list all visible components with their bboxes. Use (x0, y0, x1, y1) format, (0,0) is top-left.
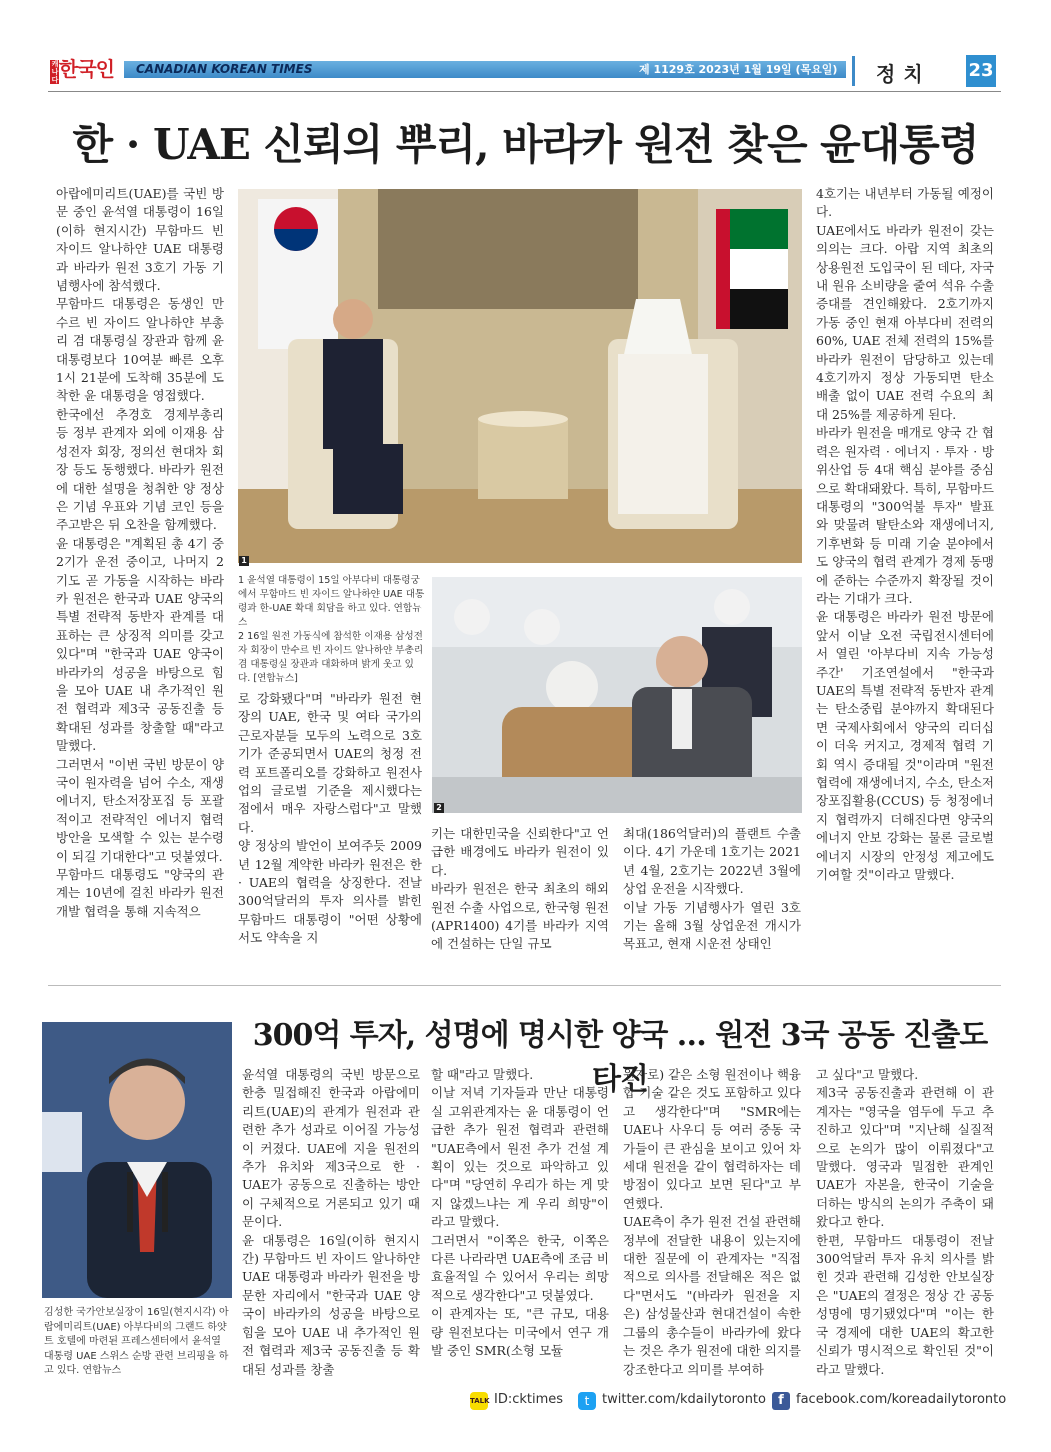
page-number: 23 (966, 55, 996, 87)
paper-name: CANADIAN KOREAN TIMES (136, 62, 313, 76)
summit-photo-illustration (238, 189, 802, 563)
article1-column-1: 아랍에미리트(UAE)를 국빈 방문 중인 윤석열 대통령이 16일(이하 현지시간) 무함마드 빈 자이드 알나하얀 UAE 대통령과 바라카 원전 3호기 가동 기념행사에 참석했다. 무함마드 대통령은 동생인 만수르 빈 자이드 알나하얀 부총리 겸 대통령실 장관과 함께 윤 대통령보다 10여분 빠른 오후 1시 21분에 도착해 35분에 도착한 윤 대통령을 영접했다. 한국에선 추경호 경제부총리 등 정부 관계자 외에 이재용 삼성전자 회장, 정의선 현대차 회장 등도 동행했다. 바라카 원전에 대한 설명을 청취한 양 정상은 기념 우표와 기념 코인 등을 주고받은 뒤 오찬을 함께했다. 윤 대통령은 "계획된 총 4기 중 2기가 운전 중이고, 나머지 2기도 곧 가동을 시작하는 바라카 원전은 한국과 UAE 양국의 특별 전략적 동반자 관계를 대표하는 큰 상징적 의미를 갖고 있다"며 "한국과 UAE 양국이 바라카의 성공을 바탕으로 힘을 모아 UAE 내 추가적인 원전 협력과 제3국 공동진출 등 확대된 성과를 창출할 때"라고 말했다. 그러면서 "이번 국빈 방문이 양국이 원자력을 넘어 수소, 재생에너지, 탄소저장포집 등 포괄적이고 전략적인 에너지 협력 방안을 모색할 수 있는 분수령이 되길 기대한다"고 덧붙였다. 무함마드 대통령도 "양국의 관계는 10년에 걸친 바라카 원전 개발 협력을 통해 지속적으 (56, 186, 224, 919)
issue-date: 제 1129호 2023년 1월 19일 (목요일) (639, 63, 838, 76)
photo2-number: 2 (434, 803, 444, 813)
article1-column-5: 4호기는 내년부터 가동될 예정이다. UAE에서도 바라카 원전이 갖는 의의는 크다. 아랍 지역 최초의 상용원전 도입국이 된 데다, 자국 내 원유 소비량을 줄여 석유 수출 증대를 견인해왔다. 2호기까지 가동 중인 현재 아부다비 전력의 60%, UAE 전체 전력의 15%를 바라카 원전이 담당하고 있는데 4호기까지 정상 가동되면 탄소 배출 없이 UAE 전력 수요의 최대 25%를 제공하게 된다. 바라카 원전을 매개로 양국 간 협력은 원자력 · 에너지 · 투자 · 방위산업 등 4대 핵심 분야를 중심으로 확대돼왔다. 특히, 무함마드 대통령의 "300억불 투자" 발표와 맞물려 탈탄소와 재생에너지, 기후변화 등 미래 기술 분야에서도 양국의 협력 관계가 경제 동맹에 준하는 수준까지 확장될 것이라는 기대가 크다. 윤 대통령은 바라카 원전 방문에 앞서 이날 오전 국립전시센터에서 열린 '아부다비 지속 가능성 주간' 기조연설에서 "한국과 UAE의 특별 전략적 동반자 관계는 탄소중립 분야까지 확대된다면 국제사회에서 양국의 리더십이 더욱 커지고, 경제적 협력 기회 역시 증대될 것"이라며 "원전 협력에 재생에너지, 수소, 탄소저장포집활용(CCUS) 등 청정에너지 협력까지 더해진다면 양국의 에너지 안보 강화는 물론 글로벌 에너지 시장의 안정성 제고에도 기여할 것"이라고 말했다. (816, 186, 994, 883)
briefing-photo-illustration (42, 1022, 232, 1298)
masthead-bar (124, 61, 846, 78)
kakaotalk-icon: TALK (470, 1392, 488, 1410)
article1-headline: 한 · UAE 신뢰의 뿌리, 바라카 원전 찾은 윤대통령 (72, 120, 979, 169)
summit-photo (238, 189, 802, 563)
article2-column-3: 원자로) 같은 소형 원전이나 핵융합 기술 같은 것도 포함하고 있다고 생각한다"며 "SMR에는 UAE나 사우디 등 여러 중동 국가들이 큰 관심을 보이고 있어 차세대 원전을 같이 협력하자는 데 방점이 있다고 보면 된다"고 부연했다. UAE측이 추가 원전 건설 관련해 정부에 전달한 내용이 있는지에 대한 질문에 이 관계자는 "직접적으로 의사를 전달해온 적은 없다"면서도 "(바라카 원전을 지은) 삼성물산과 현대건설이 속한 그룹의 총수들이 바라카에 왔다는 것은 추가 원전에 대한 의지를 강조한다고 의미를 부여하 (623, 1067, 801, 1377)
ceremony-photo (432, 577, 802, 813)
photo1-number: 1 (239, 556, 249, 566)
header-divider (852, 56, 855, 86)
article1-column-4: 최대(186억달러)의 플랜트 수출이다. 4기 가운데 1호기는 2021년 4월, 2호기는 2022년 3월에 상업 운전을 시작했다. 이날 가동 기념행사가 열린 3호기는 올해 3월 상업운전 개시가 목표고, 현재 시운전 상태인 (623, 826, 801, 952)
article2-column-1: 윤석열 대통령의 국빈 방문으로 한층 밀접해진 한국과 아랍에미리트(UAE)의 관계가 원전과 관련한 추가 성과로 이어질 가능성이 커졌다. UAE에 지을 원전의 추가 유치와 제3국으로 한 · UAE가 공동으로 진출하는 방안이 구체적으로 거론되고 있기 때문이다. 윤 대통령은 16일(이하 현지시간) 무함마드 빈 자이드 알나하얀 UAE 대통령과 바라카 원전을 방문한 자리에서 "한국과 UAE 양국이 바라카의 성공을 바탕으로 힘을 모아 UAE 내 추가적인 원전 협력과 제3국 공동진출 등 확대된 성과를 창출 (242, 1067, 420, 1377)
facebook-link[interactable]: facebook.com/koreadailytoronto (796, 1392, 1007, 1407)
kakao-id-link[interactable]: ID:cktimes (494, 1392, 564, 1407)
article-divider (48, 985, 1001, 986)
article2-column-2: 할 때"라고 말했다. 이날 저녁 기자들과 만난 대통령실 고위관계자는 윤 대통령이 언급한 추가 원전 협력과 관련해 "UAE측에서 원전 추가 건설 계획이 있는 것으로 파악하고 있다"며 "당연히 우리가 하는 게 맞지 않겠느냐는 게 우리 희망"이라고 말했다. 그러면서 "이쪽은 한국, 이쪽은 다른 나라라면 UAE측에 조금 비효율적일 수 있어서 우리는 희망적으로 생각한다"고 덧붙였다. 이 관계자는 또, "큰 규모, 대용량 원전보다는 미국에서 연구 개발 중인 SMR(소형 모듈 (431, 1067, 609, 1359)
twitter-link[interactable]: twitter.com/kdailytoronto (602, 1392, 766, 1407)
article1-column-3: 키는 대한민국을 신뢰한다"고 언급한 배경에도 바라카 원전이 있다. 바라카 원전은 한국 최초의 해외 원전 수출 사업으로, 한국형 원전(APR1400) 4기를 바라카 지역에 건설하는 단일 규모 (431, 826, 609, 952)
header-rule (48, 91, 1001, 92)
briefing-photo (42, 1022, 232, 1298)
article2-column-4: 고 싶다"고 말했다. 제3국 공동진출과 관련해 이 관계자는 "영국을 염두에 두고 추진하고 있다"며 "지난해 실질적으로 논의가 많이 이뤄졌다"고 말했다. 영국과 밀접한 관계인 UAE가 자본을, 한국이 기술을 더하는 방식의 논의가 주축이 돼왔다고 한다. 한편, 무함마드 대통령이 전날 300억달러 투자 유치 의사를 밝힌 것과 관련해 김성한 안보실장은 "UAE의 결정은 정상 간 공동 성명에 명기됐었다"며 "이는 한국 경제에 대한 UAE의 확고한 신뢰가 명시적으로 확인된 것"이라고 말했다. (816, 1067, 994, 1377)
facebook-icon: f (772, 1392, 790, 1410)
logo-text: 한국인 (59, 57, 114, 81)
photo-captions: 1 윤석열 대통령이 15일 아부다비 대통령궁에서 무함마드 빈 자이드 알나하얀 UAE 대통령과 한-UAE 확대 회담을 하고 있다. 연합뉴스 2 16일 원전 가동식에 참석한 이재용 삼성전자 회장이 만수르 빈 자이드 알나하얀 부총리 겸 대통령실 장관과 대화하며 밝게 웃고 있다. [연합뉴스] (238, 575, 425, 684)
logo-tag: 캐나다 (51, 60, 58, 84)
newspaper-logo (50, 57, 118, 84)
article1-column-2: 로 강화됐다"며 "바라카 원전 현장의 UAE, 한국 및 여타 국가의 근로자분들 모두의 노력으로 3호기가 준공되면서 UAE의 청정 전력 포트폴리오를 강화하고 원전사업의 글로벌 기준을 제시했다는 점에서 매우 자랑스럽다"고 말했다. 양 정상의 발언이 보여주듯 2009년 12월 계약한 바라카 원전은 한 · UAE의 협력을 상징한다. 전날 300억달러의 투자 의사를 밝힌 무함마드 대통령이 "어떤 상황에서도 약속을 지 (238, 691, 422, 946)
article2-headline: 300억 투자, 성명에 명시한 양국 … 원전 3국 공동 진출도 타진 (252, 1018, 988, 1097)
briefing-caption: 김성한 국가안보실장이 16일(현지시각) 아랍에미리트(UAE) 아부다비의 그랜드 하얏트 호텔에 마련된 프레스센터에서 윤석열 대통령 UAE 스위스 순방 관련 브리핑을 하고 있다. 연합뉴스 (44, 1307, 229, 1376)
ceremony-photo-illustration (432, 577, 802, 813)
twitter-icon: t (578, 1392, 596, 1410)
section-title: 정치 (876, 62, 931, 86)
